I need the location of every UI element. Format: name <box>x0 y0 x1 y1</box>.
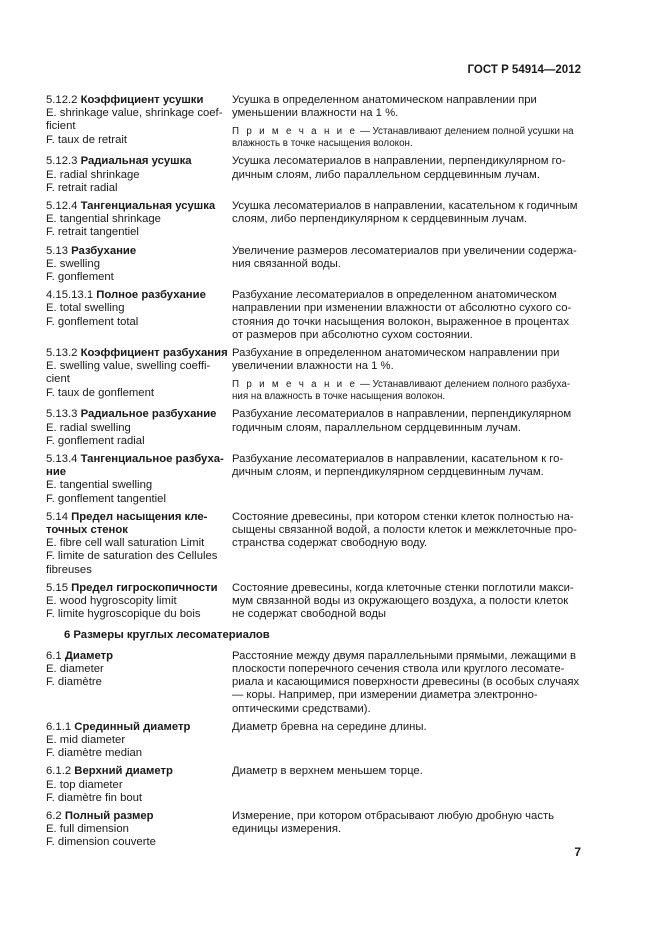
term-name: Тангенциальная усушка <box>80 200 216 213</box>
term-name: Коэффициент разбухания <box>80 347 228 360</box>
term-french: F. taux de retrait <box>46 133 127 146</box>
term-number: 6.2 <box>46 809 62 822</box>
term-name: Полный размер <box>64 809 154 822</box>
definition-text: Расстояние между двумя параллельными прямыми, лежащими в плоскости поперечного сечения ствола или круглого лесомате- риала и касающимися поверхности древесины (в особых случаях — коры. Например, при измерении диаметра электронно- оптическими средствами). <box>232 649 580 715</box>
definition-column <box>232 765 586 805</box>
note-label: П р и м е ч а н и е <box>232 126 358 138</box>
section-title: 6 Размеры круглых лесоматериалов <box>64 628 270 641</box>
term-french: F. retrait tangentiel <box>46 226 139 239</box>
term-entry <box>46 810 586 850</box>
term-french: F. gonflement <box>46 271 114 284</box>
term-entry <box>46 155 586 195</box>
term-name: Полное разбухание <box>96 289 206 302</box>
term-number: 5.12.3 <box>46 155 78 168</box>
term-entry <box>46 289 586 342</box>
term-column <box>46 347 232 403</box>
definition-column <box>232 721 586 761</box>
term-heading <box>46 347 232 360</box>
term-column <box>46 155 232 195</box>
term-english: E. radial swelling <box>46 421 131 434</box>
term-french: F. diamètre median <box>46 747 143 760</box>
term-entry <box>46 245 586 285</box>
term-number: 5.14 <box>46 510 68 523</box>
term-number: 5.12.4 <box>46 200 78 213</box>
term-number: 5.13.4 <box>46 453 78 466</box>
term-english: E. mid diameter <box>46 733 126 746</box>
term-number: 5.15 <box>46 581 68 594</box>
term-name: Верхний диаметр <box>74 765 173 778</box>
definition-text: Диаметр в верхнем меньшем торце. <box>232 765 423 778</box>
term-heading <box>46 94 232 107</box>
term-entry <box>46 347 586 403</box>
term-column <box>46 200 232 240</box>
term-name: Радиальная усушка <box>80 155 192 168</box>
definition-text: Состояние древесины, когда клеточные стенки поглотили макси- мум связанной воды из окружающего воздуха, а полости клеток не содержат свободной воды <box>232 581 574 621</box>
note <box>232 379 586 403</box>
term-entry <box>46 200 586 240</box>
note <box>232 126 586 150</box>
term-heading <box>46 289 232 302</box>
standard-code: ГОСТ Р 54914—2012 <box>467 64 581 76</box>
term-english: E. top diameter <box>46 778 123 791</box>
term-heading <box>46 721 232 734</box>
terms-list <box>46 94 586 855</box>
terms-section-5 <box>46 94 586 622</box>
definition-column <box>232 650 586 716</box>
term-heading <box>46 650 232 663</box>
term-english: E. tangential shrinkage <box>46 213 161 226</box>
term-heading <box>46 582 232 595</box>
term-number: 5.12.2 <box>46 94 78 106</box>
definition-text: Усушка лесоматериалов в направлении, касательном к годичным слоям, либо перпендикулярном к сердцевинным лучам. <box>232 200 578 226</box>
term-column <box>46 453 232 506</box>
note-text: — Устанавливают делением полной усушки на влажность в точке насыщения волокон. <box>232 126 574 150</box>
term-column <box>46 721 232 761</box>
page-number: 7 <box>574 845 581 859</box>
definition-column <box>232 155 586 195</box>
term-name: Разбухание <box>71 244 137 257</box>
term-english: E. total swelling <box>46 302 125 315</box>
term-name: Диаметр <box>64 649 114 662</box>
term-english: E. tangential swelling <box>46 479 153 492</box>
definition-text: Разбухание в определенном анатомическом направлении при увеличении влажности на 1 %. <box>232 347 560 373</box>
definition-column <box>232 245 586 285</box>
term-french: F. dimension couverte <box>46 836 156 849</box>
note-text: — Устанавливают делением полного разбуха- ния на влажность в точке насыщения волокон. <box>232 379 571 403</box>
term-english: E. full dimension <box>46 823 129 836</box>
term-number: 5.13.2 <box>46 347 78 360</box>
definition-text: Разбухание лесоматериалов в направлении, перпендикулярном годичным слоям, параллельном сердцевинным лучам. <box>232 408 572 434</box>
term-french: F. gonflement total <box>46 315 139 328</box>
term-french: F. gonflement tangentiel <box>46 492 166 505</box>
definition-column <box>232 347 586 403</box>
term-english: E. radial shrinkage <box>46 168 140 181</box>
term-entry <box>46 408 586 448</box>
definition-text: Усушка лесоматериалов в направлении, перпендикулярном го- дичным слоям, либо параллельном сердцевинным лучам. <box>232 155 566 181</box>
term-number: 5.13.3 <box>46 408 78 421</box>
term-number: 6.1.1 <box>46 720 72 733</box>
term-entry <box>46 453 586 506</box>
term-column <box>46 408 232 448</box>
term-column <box>46 650 232 716</box>
term-column <box>46 245 232 285</box>
definition-text: Измерение, при котором отбрасывают любую дробную часть единицы измерения. <box>232 809 555 836</box>
term-french: F. taux de gonflement <box>46 386 155 399</box>
term-number: 6.1.2 <box>46 765 72 778</box>
term-name: Радиальное разбухание <box>80 408 217 421</box>
term-french: F. diamètre <box>46 676 102 689</box>
term-name: Тангенциальное разбуха- ние <box>46 453 224 479</box>
term-name: Предел насыщения кле- точных стенок <box>46 510 208 537</box>
term-heading <box>46 453 232 479</box>
definition-text: Усушка в определенном анатомическом направлении при уменьшении влажности на 1 %. <box>232 94 537 120</box>
term-french: F. retrait radial <box>46 181 118 194</box>
term-column <box>46 582 232 622</box>
definition-column <box>232 289 586 342</box>
term-heading <box>46 245 232 258</box>
term-french: F. limite de saturation des Cellules fibreuses <box>46 550 218 576</box>
definition-column <box>232 453 586 506</box>
term-column <box>46 765 232 805</box>
term-heading <box>46 200 232 213</box>
term-english: E. swelling <box>46 257 100 270</box>
definition-column <box>232 810 586 850</box>
term-number: 4.15.13.1 <box>46 289 94 302</box>
term-french: F. limite hygroscopique du bois <box>46 608 201 621</box>
term-english: E. fibre cell wall saturation Limit <box>46 537 205 550</box>
term-entry <box>46 650 586 716</box>
term-column <box>46 810 232 850</box>
term-number: 5.13 <box>46 244 68 257</box>
term-name: Срединный диаметр <box>74 720 191 733</box>
definition-column <box>232 511 586 577</box>
term-english: E. diameter <box>46 662 104 675</box>
term-heading <box>46 511 232 537</box>
definition-column <box>232 94 586 150</box>
term-heading <box>46 765 232 778</box>
term-heading <box>46 810 232 823</box>
term-english: E. wood hygroscopity limit <box>46 595 177 608</box>
definition-column <box>232 582 586 622</box>
definition-column <box>232 200 586 240</box>
term-entry <box>46 721 586 761</box>
definition-text: Диаметр бревна на середине длины. <box>232 720 427 733</box>
term-entry <box>46 582 586 622</box>
term-name: Коэффициент усушки <box>80 94 204 106</box>
term-entry <box>46 94 586 150</box>
term-french: F. diamètre fin bout <box>46 791 143 804</box>
term-entry <box>46 765 586 805</box>
term-heading <box>46 408 232 421</box>
term-number: 6.1 <box>46 649 62 662</box>
term-column <box>46 94 232 150</box>
term-name: Предел гигроскопичности <box>71 581 218 594</box>
term-heading <box>46 155 232 168</box>
term-column <box>46 289 232 342</box>
terms-section-6 <box>46 650 586 850</box>
term-english: E. shrinkage value, shrinkage coef- ficient <box>46 107 223 133</box>
term-french: F. gonflement radial <box>46 434 145 447</box>
term-entry <box>46 511 586 577</box>
definition-text: Состояние древесины, при котором стенки клеток полностью на- сыщены связанной водой, а полости клеток и межклеточные про- странства содержат свободную воду. <box>232 510 577 550</box>
definition-text: Разбухание лесоматериалов в направлении, касательном к го- дичным слоям, и перпендикулярном сердцевинным лучам. <box>232 453 564 479</box>
definition-text: Разбухание лесоматериалов в определенном анатомическом направлении при изменении влажности от абсолютно сухого со- стояния до точки насыщения волокон, выраженное в процентах от размеров при абсолютно сухом состоянии. <box>232 289 572 341</box>
term-english: E. swelling value, swelling coeffi- cient <box>46 360 211 386</box>
term-column <box>46 511 232 577</box>
definition-text: Увеличение размеров лесоматериалов при увеличении содержа- ния связанной воды. <box>232 244 577 270</box>
definition-column <box>232 408 586 448</box>
note-label: П р и м е ч а н и е <box>232 379 358 391</box>
